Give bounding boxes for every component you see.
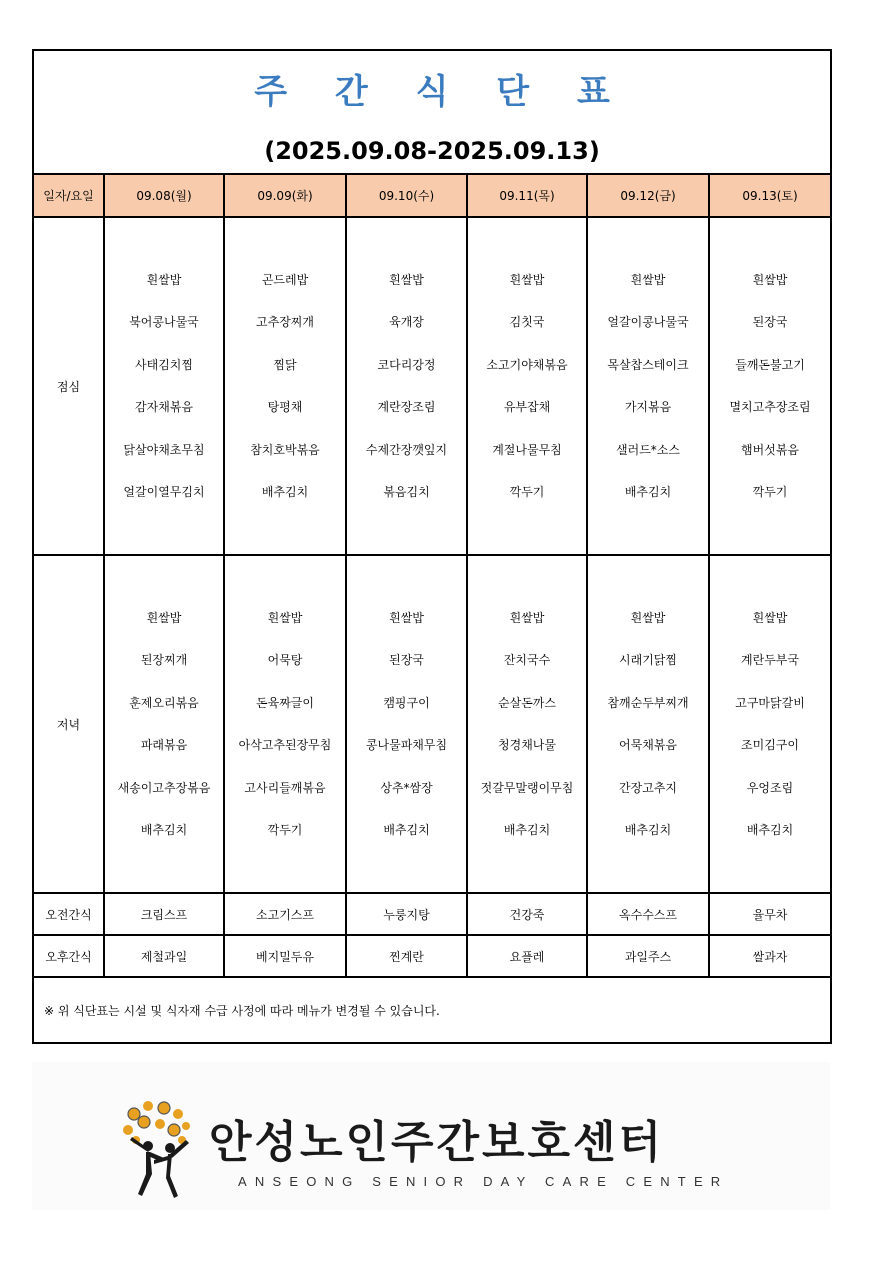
menu-item: 캠핑구이 xyxy=(383,695,430,710)
day-header: 09.08(월) xyxy=(104,174,224,217)
lunch-menu-cell xyxy=(709,217,831,555)
morning-snack-cell: 크림스프 xyxy=(104,893,224,935)
menu-item: 소고기야채볶음 xyxy=(486,357,568,372)
lunch-menu-cell xyxy=(587,217,709,555)
lunch-menu-cell xyxy=(346,217,467,555)
menu-item: 흰쌀밥 xyxy=(389,272,424,287)
menu-item: 흰쌀밥 xyxy=(146,272,182,287)
dinner-menu-cell xyxy=(346,555,467,893)
dinner-menu-cell xyxy=(467,555,587,893)
menu-item: 새송이고추장볶음 xyxy=(117,780,211,795)
day-header: 09.10(수) xyxy=(346,174,467,217)
menu-item: 흰쌀밥 xyxy=(509,272,545,287)
menu-item: 젓갈무말랭이무침 xyxy=(480,780,574,795)
page-title: 주 간 식 단 표 xyxy=(254,71,628,112)
lunch-menu-cell xyxy=(224,217,346,555)
menu-item: 상추*쌈장 xyxy=(380,780,433,795)
notice-text: ※ 위 식단표는 시설 및 식자재 수급 사정에 따라 메뉴가 변경될 수 있습니다. xyxy=(33,977,831,1043)
dinner-row xyxy=(33,555,831,893)
menu-item: 깍두기 xyxy=(752,485,788,499)
weekly-menu-table xyxy=(32,49,832,1044)
day-header: 09.12(금) xyxy=(587,174,709,217)
menu-item: 돈육짜글이 xyxy=(256,695,314,710)
menu-item: 어묵채볶음 xyxy=(619,738,677,752)
menu-item: 된장국 xyxy=(752,315,788,329)
logo-name: 안성노인주간보호센터 xyxy=(209,1117,665,1168)
menu-item: 배추김치 xyxy=(261,485,309,499)
dancing-people-logo-icon xyxy=(120,1100,200,1200)
afternoon-snack-cell: 요플레 xyxy=(467,935,587,977)
menu-item: 흰쌀밥 xyxy=(630,272,666,287)
menu-item: 계절나물무침 xyxy=(492,442,562,457)
menu-item: 시래기닭찜 xyxy=(619,653,677,667)
lunch-menu-cell xyxy=(104,217,224,555)
menu-item: 가지볶음 xyxy=(624,400,672,414)
afternoon-snack-cell: 과일주스 xyxy=(587,935,709,977)
menu-item: 간장고추지 xyxy=(619,780,677,795)
menu-item: 우엉조림 xyxy=(746,780,794,795)
afternoon-snack-cell: 쌀과자 xyxy=(709,935,831,977)
menu-item: 참치호박볶음 xyxy=(250,442,320,457)
menu-item: 깍두기 xyxy=(509,485,545,499)
morning-snack-cell: 누룽지탕 xyxy=(346,893,467,935)
title-cell xyxy=(33,50,831,174)
menu-period: (2025.09.08-2025.09.13) xyxy=(264,136,600,165)
morning-snack-cell: 소고기스프 xyxy=(224,893,346,935)
menu-item: 볶음김치 xyxy=(383,485,430,499)
afternoon-snack-cell: 찐계란 xyxy=(346,935,467,977)
dinner-menu-cell xyxy=(587,555,709,893)
morning-snack-row xyxy=(33,893,831,935)
row-label-dinner: 저녁 xyxy=(33,555,104,893)
morning-snack-cell: 율무차 xyxy=(709,893,831,935)
menu-item: 곤드레밥 xyxy=(261,272,309,287)
menu-item: 콩나물파채무침 xyxy=(365,738,448,752)
menu-item: 북어콩나물국 xyxy=(129,315,199,329)
dinner-menu-cell xyxy=(709,555,831,893)
dinner-menu-cell xyxy=(224,555,346,893)
menu-item: 고사리들깨볶음 xyxy=(244,780,326,795)
menu-item: 배추김치 xyxy=(624,485,672,499)
afternoon-snack-cell: 제철과일 xyxy=(104,935,224,977)
menu-item: 흰쌀밥 xyxy=(752,272,788,287)
menu-item: 훈제오리볶음 xyxy=(129,695,199,710)
row-label-lunch: 점심 xyxy=(33,217,104,555)
menu-item: 흰쌀밥 xyxy=(509,610,545,625)
menu-item: 조미김구이 xyxy=(741,738,799,752)
menu-item: 고구마닭갈비 xyxy=(735,695,805,710)
menu-item: 흰쌀밥 xyxy=(752,610,788,625)
row-label-afternoon-snack: 오후간식 xyxy=(33,935,104,977)
menu-item: 계란장조림 xyxy=(377,400,436,414)
logo-subtitle: ANSEONG SENIOR DAY CARE CENTER xyxy=(238,1174,729,1189)
menu-item: 순살돈까스 xyxy=(498,695,556,710)
menu-item: 파래볶음 xyxy=(140,738,188,752)
menu-item: 탕평채 xyxy=(267,400,303,414)
menu-item: 된장국 xyxy=(389,653,424,667)
menu-item: 얼갈이콩나물국 xyxy=(607,315,689,329)
menu-item: 김칫국 xyxy=(509,315,545,329)
menu-item: 육개장 xyxy=(389,315,424,329)
menu-item: 배추김치 xyxy=(746,823,794,837)
menu-item: 흰쌀밥 xyxy=(630,610,666,625)
menu-item: 깍두기 xyxy=(267,823,303,837)
menu-item: 흰쌀밥 xyxy=(267,610,303,625)
header-row xyxy=(33,174,831,217)
menu-item: 고추장찌개 xyxy=(256,315,314,329)
menu-item: 흰쌀밥 xyxy=(389,610,424,625)
day-header: 09.11(목) xyxy=(467,174,587,217)
menu-item: 어묵탕 xyxy=(267,653,303,667)
menu-item: 샐러드*소스 xyxy=(616,442,680,457)
menu-item: 흰쌀밥 xyxy=(146,610,182,625)
menu-item: 청경채나물 xyxy=(498,738,556,752)
menu-item: 참깨순두부찌개 xyxy=(607,695,689,710)
menu-item: 멸치고추장조림 xyxy=(729,400,811,414)
menu-item: 유부잡채 xyxy=(503,400,551,414)
menu-item: 배추김치 xyxy=(624,823,672,837)
menu-item: 아삭고추된장무침 xyxy=(238,738,332,752)
afternoon-snack-cell: 베지밀두유 xyxy=(224,935,346,977)
morning-snack-cell: 건강죽 xyxy=(467,893,587,935)
row-label-morning-snack: 오전간식 xyxy=(33,893,104,935)
menu-item: 코다리강정 xyxy=(377,357,436,372)
menu-item: 잔치국수 xyxy=(503,653,551,667)
afternoon-snack-row xyxy=(33,935,831,977)
day-header: 09.13(토) xyxy=(709,174,831,217)
center-logo xyxy=(32,1062,830,1210)
lunch-row xyxy=(33,217,831,555)
morning-snack-cell: 옥수수스프 xyxy=(587,893,709,935)
menu-item: 배추김치 xyxy=(383,823,430,837)
menu-item: 수제간장깻잎지 xyxy=(365,442,448,457)
menu-item: 계란두부국 xyxy=(741,653,799,667)
menu-item: 배추김치 xyxy=(503,823,551,837)
menu-item: 들깨돈불고기 xyxy=(735,357,805,372)
menu-item: 목살찹스테이크 xyxy=(607,357,689,372)
menu-item: 감자채볶음 xyxy=(135,400,193,414)
dinner-menu-cell xyxy=(104,555,224,893)
menu-item: 햄버섯볶음 xyxy=(741,442,799,457)
header-label: 일자/요일 xyxy=(33,174,104,217)
day-header: 09.09(화) xyxy=(224,174,346,217)
menu-item: 된장찌개 xyxy=(140,653,188,667)
menu-item: 얼갈이열무김치 xyxy=(123,485,205,499)
menu-item: 사태김치찜 xyxy=(135,357,193,372)
menu-item: 닭살야채초무침 xyxy=(123,442,205,457)
menu-item: 배추김치 xyxy=(140,823,188,837)
menu-item: 찜닭 xyxy=(273,357,297,372)
lunch-menu-cell xyxy=(467,217,587,555)
